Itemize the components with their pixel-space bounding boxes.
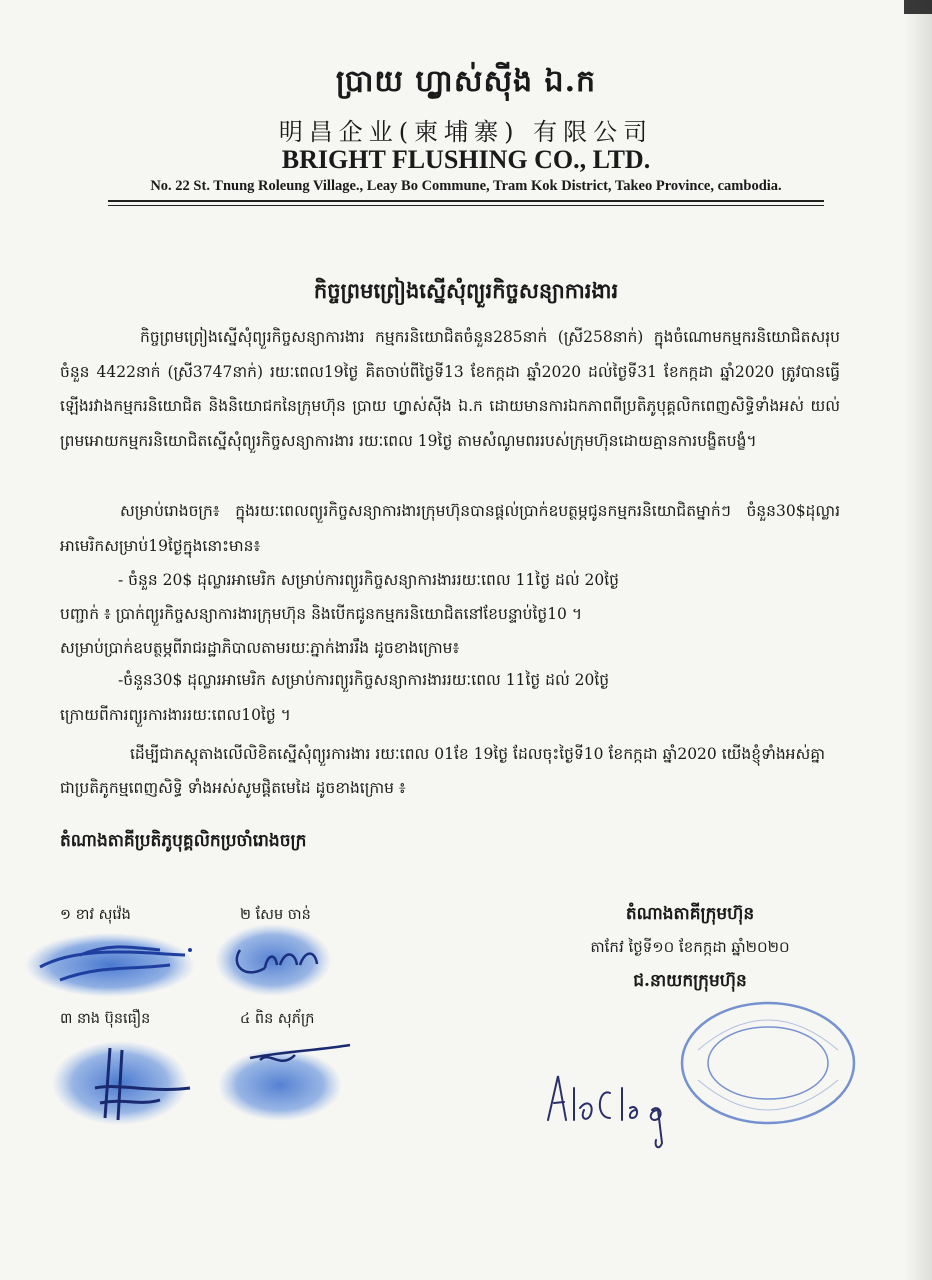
company-name-khmer: ប្រាយ ហ្វ្លាស់ស៊ីង ឯ.ក xyxy=(335,64,597,99)
header-divider xyxy=(108,200,824,202)
company-address: No. 22 St. Tnung Roleung Village., Leay Bo Commune, Tram Kok District, Takeo Province, cambodia. xyxy=(150,178,782,194)
rep-4-name: ៤ ពិន សុភ័ក្រ xyxy=(240,1011,315,1027)
paragraph-2: សម្រាប់រោងចក្រ៖ ក្នុងរយៈពេលព្យួរកិច្ចសន្យាការងារក្រុមហ៊ុនបានផ្តល់ប្រាក់ឧបត្ថម្ភជូនកម្មករនិយោជិតម្នាក់ៗ ចំនួន30$ដុល្លារអាមេរិកសម្រាប់19ថ្ងៃក្នុងនោះមាន៖ xyxy=(60,502,840,555)
company-name-english: BRIGHT FLUSHING CO., LTD. xyxy=(281,145,651,174)
employee-reps-heading: តំណាងតាគីប្រតិភូបុគ្គលិកប្រចាំរោងចក្រ xyxy=(60,831,307,851)
signing-date: តាកែវ ថ្ងៃទី១០ ខែកក្កដា ឆ្នាំ២០២០ xyxy=(590,938,790,956)
company-rep-heading: តំណាងតាគីក្រុមហ៊ុន xyxy=(625,904,755,924)
thumbprint-2 xyxy=(205,920,335,998)
company-name-chinese: 明昌企业(柬埔寨) 有限公司 xyxy=(278,118,654,146)
header-divider-thin xyxy=(108,205,824,206)
director-title: ជ.នាយកក្រុមហ៊ុន xyxy=(633,971,747,991)
note-1: បញ្ជាក់ ៖ ប្រាក់ព្យួរកិច្ចសន្យាការងារក្រុមហ៊ុន និងបើកជូនកម្មករនិយោជិតនៅខែបន្ទាប់ថ្ងៃ10 ។ xyxy=(60,605,583,623)
note-3: ក្រោយពីការព្យួរការងាររយៈពេល10ថ្ងៃ ។ xyxy=(60,706,291,724)
document-title: កិច្ចព្រមព្រៀងស្នើសុំព្យួរកិច្ចសន្យាការងារ xyxy=(313,278,619,303)
rep-1-name: ១ ខាវ សុវ៉េង xyxy=(60,907,131,923)
thumbprint-4 xyxy=(200,1030,360,1125)
paragraph-1: កិច្ចព្រមព្រៀងស្នើសុំព្យួរកិច្ចសន្យាការងារ កម្មករនិយោជិតចំនួន285នាក់ (ស្រី258នាក់) ក្នុងចំណោមកម្មករនិយោជិតសរុបចំនួន 4422នាក់ (ស្រី3747នាក់) រយៈពេល19ថ្ងៃ គិតចាប់ពីថ្ងៃទី13 ខែកក្កដា ឆ្នាំ2020 ដល់ថ្ងៃទី31 ខែកក្កដា ឆ្នាំ2020 ត្រូវបានធ្វើឡើងរវាងកម្មករនិយោជិត និងនិយោជកនៃក្រុមហ៊ុន ប្រាយ ហ្វ្លាស់ស៊ីង ឯ.ក ដោយមានការឯកភាពពីប្រតិភូបុគ្គលិកពេញសិទ្ធិទាំងអស់ យល់ព្រមអោយកម្មករនិយោជិតស្នើសុំព្យួរកិច្ចសន្យាការងារ រយៈពេល 19ថ្ងៃ តាមសំណូមពររបស់ក្រុមហ៊ុនដោយគ្មានការបង្ខិតបង្ខំ។ xyxy=(60,328,840,450)
thumbprint-3 xyxy=(40,1028,200,1128)
thumbprint-1 xyxy=(20,925,200,1000)
director-signature xyxy=(540,1048,710,1158)
rep-3-name: ៣ នាង ប៊ុនធឿន xyxy=(60,1011,151,1027)
note-2: សម្រាប់ប្រាក់ឧបត្ថម្ភពីរាជរដ្ឋាភិបាលតាមរយៈភ្នាក់ងាររឹង ដូចខាងក្រោម៖ xyxy=(60,639,460,657)
bullet-2: -ចំនួន30$ ដុល្លារអាមេរិក សម្រាប់ការព្យួរកិច្ចសន្យាការងាររយៈពេល 11ថ្ងៃ ដល់ 20ថ្ងៃ xyxy=(118,671,610,689)
bullet-1: - ចំនួន 20$ ដុល្លារអាមេរិក សម្រាប់ការព្យួរកិច្ចសន្យាការងាររយៈពេល 11ថ្ងៃ ដល់ 20ថ្ងៃ xyxy=(118,571,619,589)
paragraph-4: ដើម្បីជាភស្តុតាងលើលិខិតស្នើសុំព្យួរការងារ រយៈពេល 01ខែ 19ថ្ងៃ ដែលចុះថ្ងៃទី10 ខែកក្កដា ឆ្នាំ2020 យើងខ្ញុំទាំងអស់គ្នា ជាប្រតិភូកម្មពេញសិទ្ធិ ទាំងអស់សូមផ្តិតមេដៃ ដូចខាងក្រោម ៖ xyxy=(60,745,826,797)
rep-2-name: ២ សែម ចាន់ xyxy=(240,907,311,923)
